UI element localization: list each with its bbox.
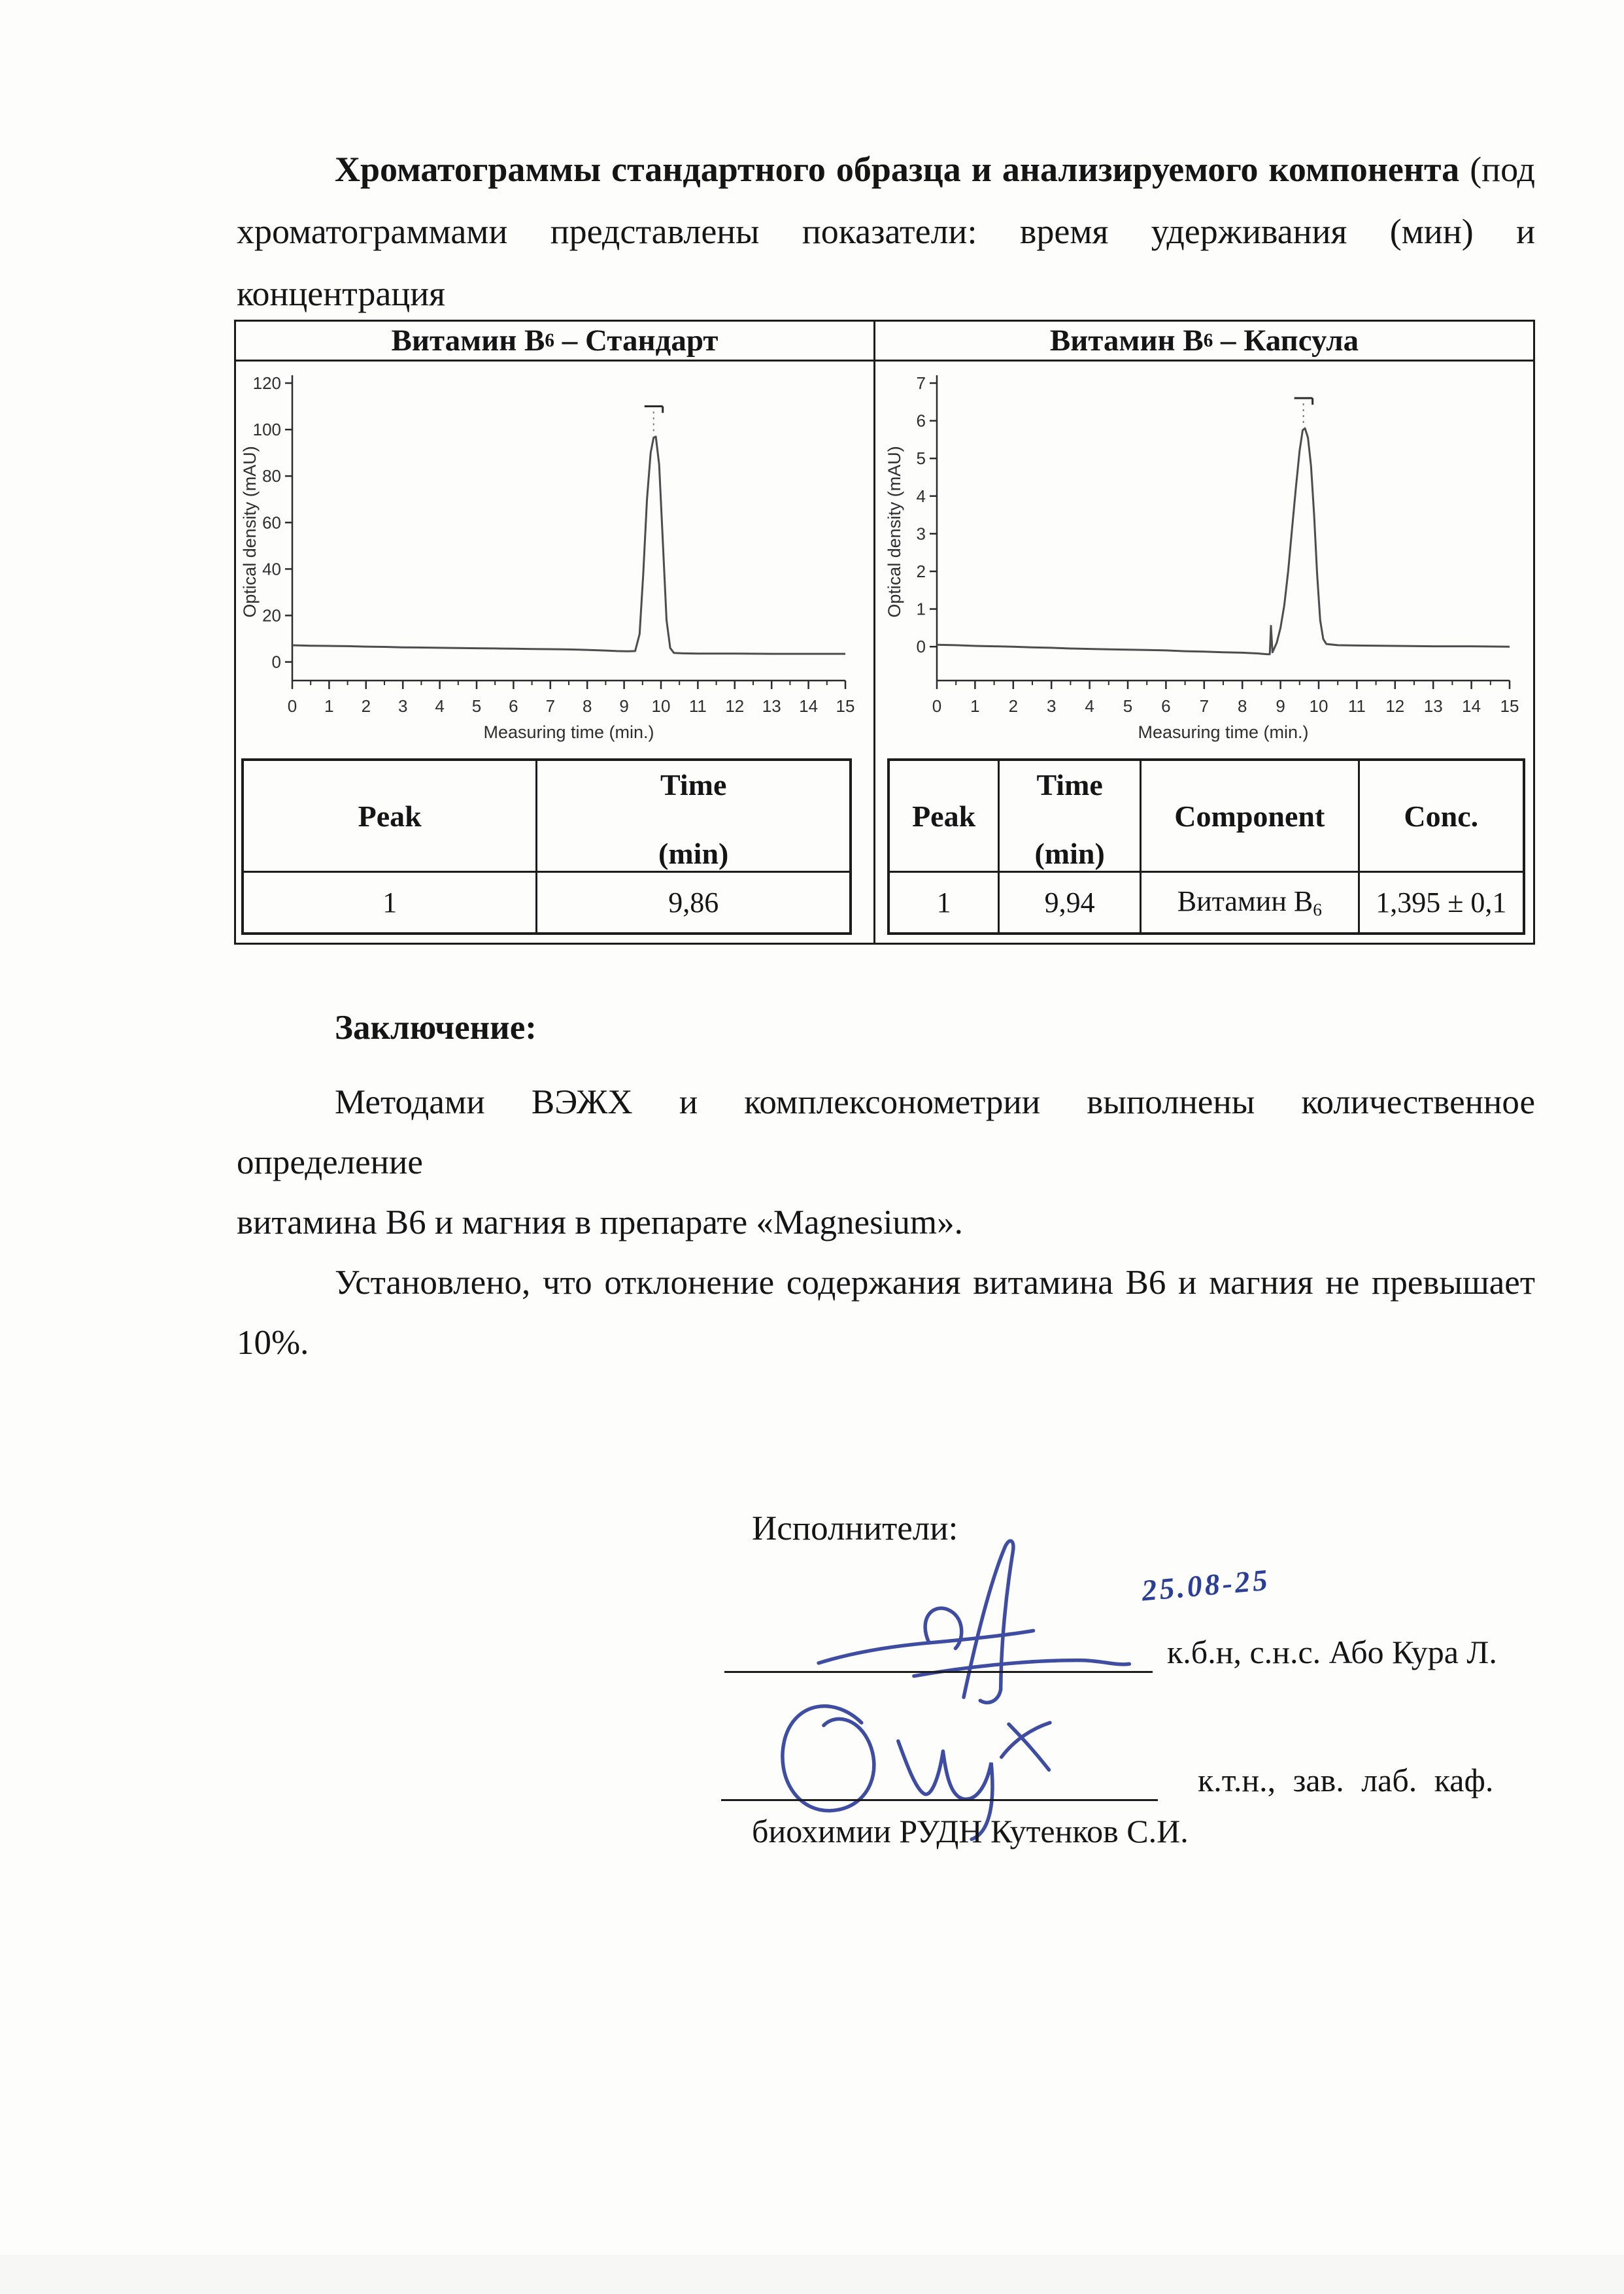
peak-number-cell: 1: [888, 872, 999, 934]
signature-line-2: [721, 1799, 1158, 1801]
svg-text:5: 5: [471, 696, 482, 716]
table-row: [888, 872, 1524, 934]
svg-text:Optical density (mAU): Optical density (mAU): [885, 446, 904, 618]
svg-text:0: 0: [271, 652, 281, 672]
svg-text:4: 4: [1085, 696, 1094, 716]
svg-text:15: 15: [1500, 696, 1519, 716]
svg-text:4: 4: [916, 486, 926, 506]
executor-1-name: к.б.н, с.н.с. Або Кура Л.: [1167, 1634, 1497, 1670]
component-cell: Витамин В6: [1141, 872, 1359, 934]
standard-chart-title: Витамин В 6 – Стандарт: [236, 322, 875, 360]
standard-peak-table: [241, 758, 852, 935]
handwritten-date: 25.08-25: [1140, 1562, 1272, 1608]
retention-time-cell: 9,94: [999, 872, 1141, 934]
figure-title-row: [236, 322, 1533, 362]
svg-text:7: 7: [916, 373, 926, 393]
svg-text:0: 0: [287, 696, 297, 716]
svg-text:9: 9: [1276, 696, 1285, 716]
svg-text:2: 2: [361, 696, 371, 716]
svg-text:100: 100: [252, 420, 281, 440]
svg-text:8: 8: [582, 696, 592, 716]
svg-text:7: 7: [1199, 696, 1210, 716]
conclusion-line-1: Методами ВЭЖХ и комплексонометрии выполнены количественное определение: [237, 1083, 1535, 1181]
conclusion-section: [237, 998, 1535, 1373]
svg-text:3: 3: [916, 524, 926, 544]
svg-text:40: 40: [262, 559, 281, 579]
scan-shadow-band: [0, 2255, 1624, 2294]
svg-text:4: 4: [435, 696, 445, 716]
table-header-row: [243, 760, 851, 872]
svg-text:20: 20: [262, 605, 281, 626]
intro-rest-text: (под: [1470, 150, 1535, 189]
svg-text:Measuring time (min.): Measuring time (min.): [483, 722, 654, 742]
retention-time-cell: 9,86: [537, 872, 851, 934]
svg-text:14: 14: [799, 696, 819, 716]
table-row: [243, 872, 851, 934]
svg-text:60: 60: [262, 513, 281, 533]
peak-header: Peak: [888, 760, 999, 872]
signature-1: [807, 1533, 1160, 1710]
svg-text:12: 12: [1385, 696, 1405, 716]
svg-text:120: 120: [252, 373, 281, 393]
svg-text:11: 11: [688, 696, 707, 716]
svg-text:3: 3: [398, 696, 408, 716]
peak-number-cell: 1: [243, 872, 537, 934]
svg-text:11: 11: [1347, 696, 1366, 716]
svg-text:9: 9: [619, 696, 629, 716]
signature-line-1: [724, 1671, 1153, 1673]
svg-text:1: 1: [916, 599, 926, 619]
svg-text:Optical density (mAU): Optical density (mAU): [240, 446, 260, 618]
conclusion-heading: Заключение:: [335, 1009, 537, 1047]
conclusion-line-2: витамина В6 и магния в препарате «Magnesium».: [237, 1204, 963, 1241]
svg-text:10: 10: [651, 696, 671, 716]
svg-text:14: 14: [1462, 696, 1481, 716]
executors-label: Исполнители:: [752, 1510, 958, 1547]
svg-text:12: 12: [725, 696, 745, 716]
time-header: Time (min): [537, 760, 851, 872]
concentration-cell: 1,395 ± 0,1: [1359, 872, 1524, 934]
svg-text:13: 13: [1423, 696, 1443, 716]
conc-header: Conc.: [1359, 760, 1524, 872]
intro-line-1: [237, 139, 1535, 201]
component-header: Component: [1141, 760, 1359, 872]
svg-text:6: 6: [509, 696, 518, 716]
svg-text:15: 15: [836, 696, 855, 716]
capsule-chart-title: Витамин В 6 – Капсула: [1049, 324, 1359, 358]
svg-text:1: 1: [324, 696, 334, 716]
svg-text:6: 6: [1161, 696, 1171, 716]
svg-text:5: 5: [916, 448, 926, 469]
chromatogram-figure: [234, 320, 1535, 945]
svg-text:8: 8: [1237, 696, 1247, 716]
svg-text:1: 1: [970, 696, 980, 716]
svg-text:5: 5: [1123, 696, 1133, 716]
capsule-peak-table: [887, 758, 1525, 935]
intro-line-2: хроматограммами представлены показатели: время удерживания (мин) и концентрация: [237, 212, 1535, 313]
svg-text:7: 7: [545, 696, 556, 716]
svg-text:2: 2: [916, 561, 926, 581]
svg-text:13: 13: [762, 696, 781, 716]
chromatogram-capsule-chart: [885, 363, 1525, 756]
peak-header: Peak: [243, 760, 537, 872]
executor-2-name: биохимии РУДН Кутенков С.И.: [752, 1813, 1189, 1849]
table-header-row: [888, 760, 1524, 872]
svg-text:10: 10: [1309, 696, 1328, 716]
svg-text:3: 3: [1046, 696, 1057, 716]
svg-text:Measuring time (min.): Measuring time (min.): [1138, 722, 1309, 742]
svg-text:0: 0: [932, 696, 942, 716]
svg-text:80: 80: [262, 466, 281, 486]
figure-divider: [873, 360, 875, 943]
chromatogram-standard-chart: [240, 363, 861, 756]
intro-bold-text: Хроматограммы стандартного образца и анализируемого компонента: [335, 150, 1460, 189]
time-header: Time (min): [999, 760, 1141, 872]
executor-2-title: к.т.н., зав. лаб. каф.: [1198, 1762, 1494, 1798]
svg-text:2: 2: [1008, 696, 1019, 716]
svg-text:0: 0: [916, 637, 926, 657]
svg-text:6: 6: [916, 411, 926, 431]
conclusion-line-3: Установлено, что отклонение содержания витамина В6 и магния не превышает 10%.: [237, 1264, 1535, 1362]
